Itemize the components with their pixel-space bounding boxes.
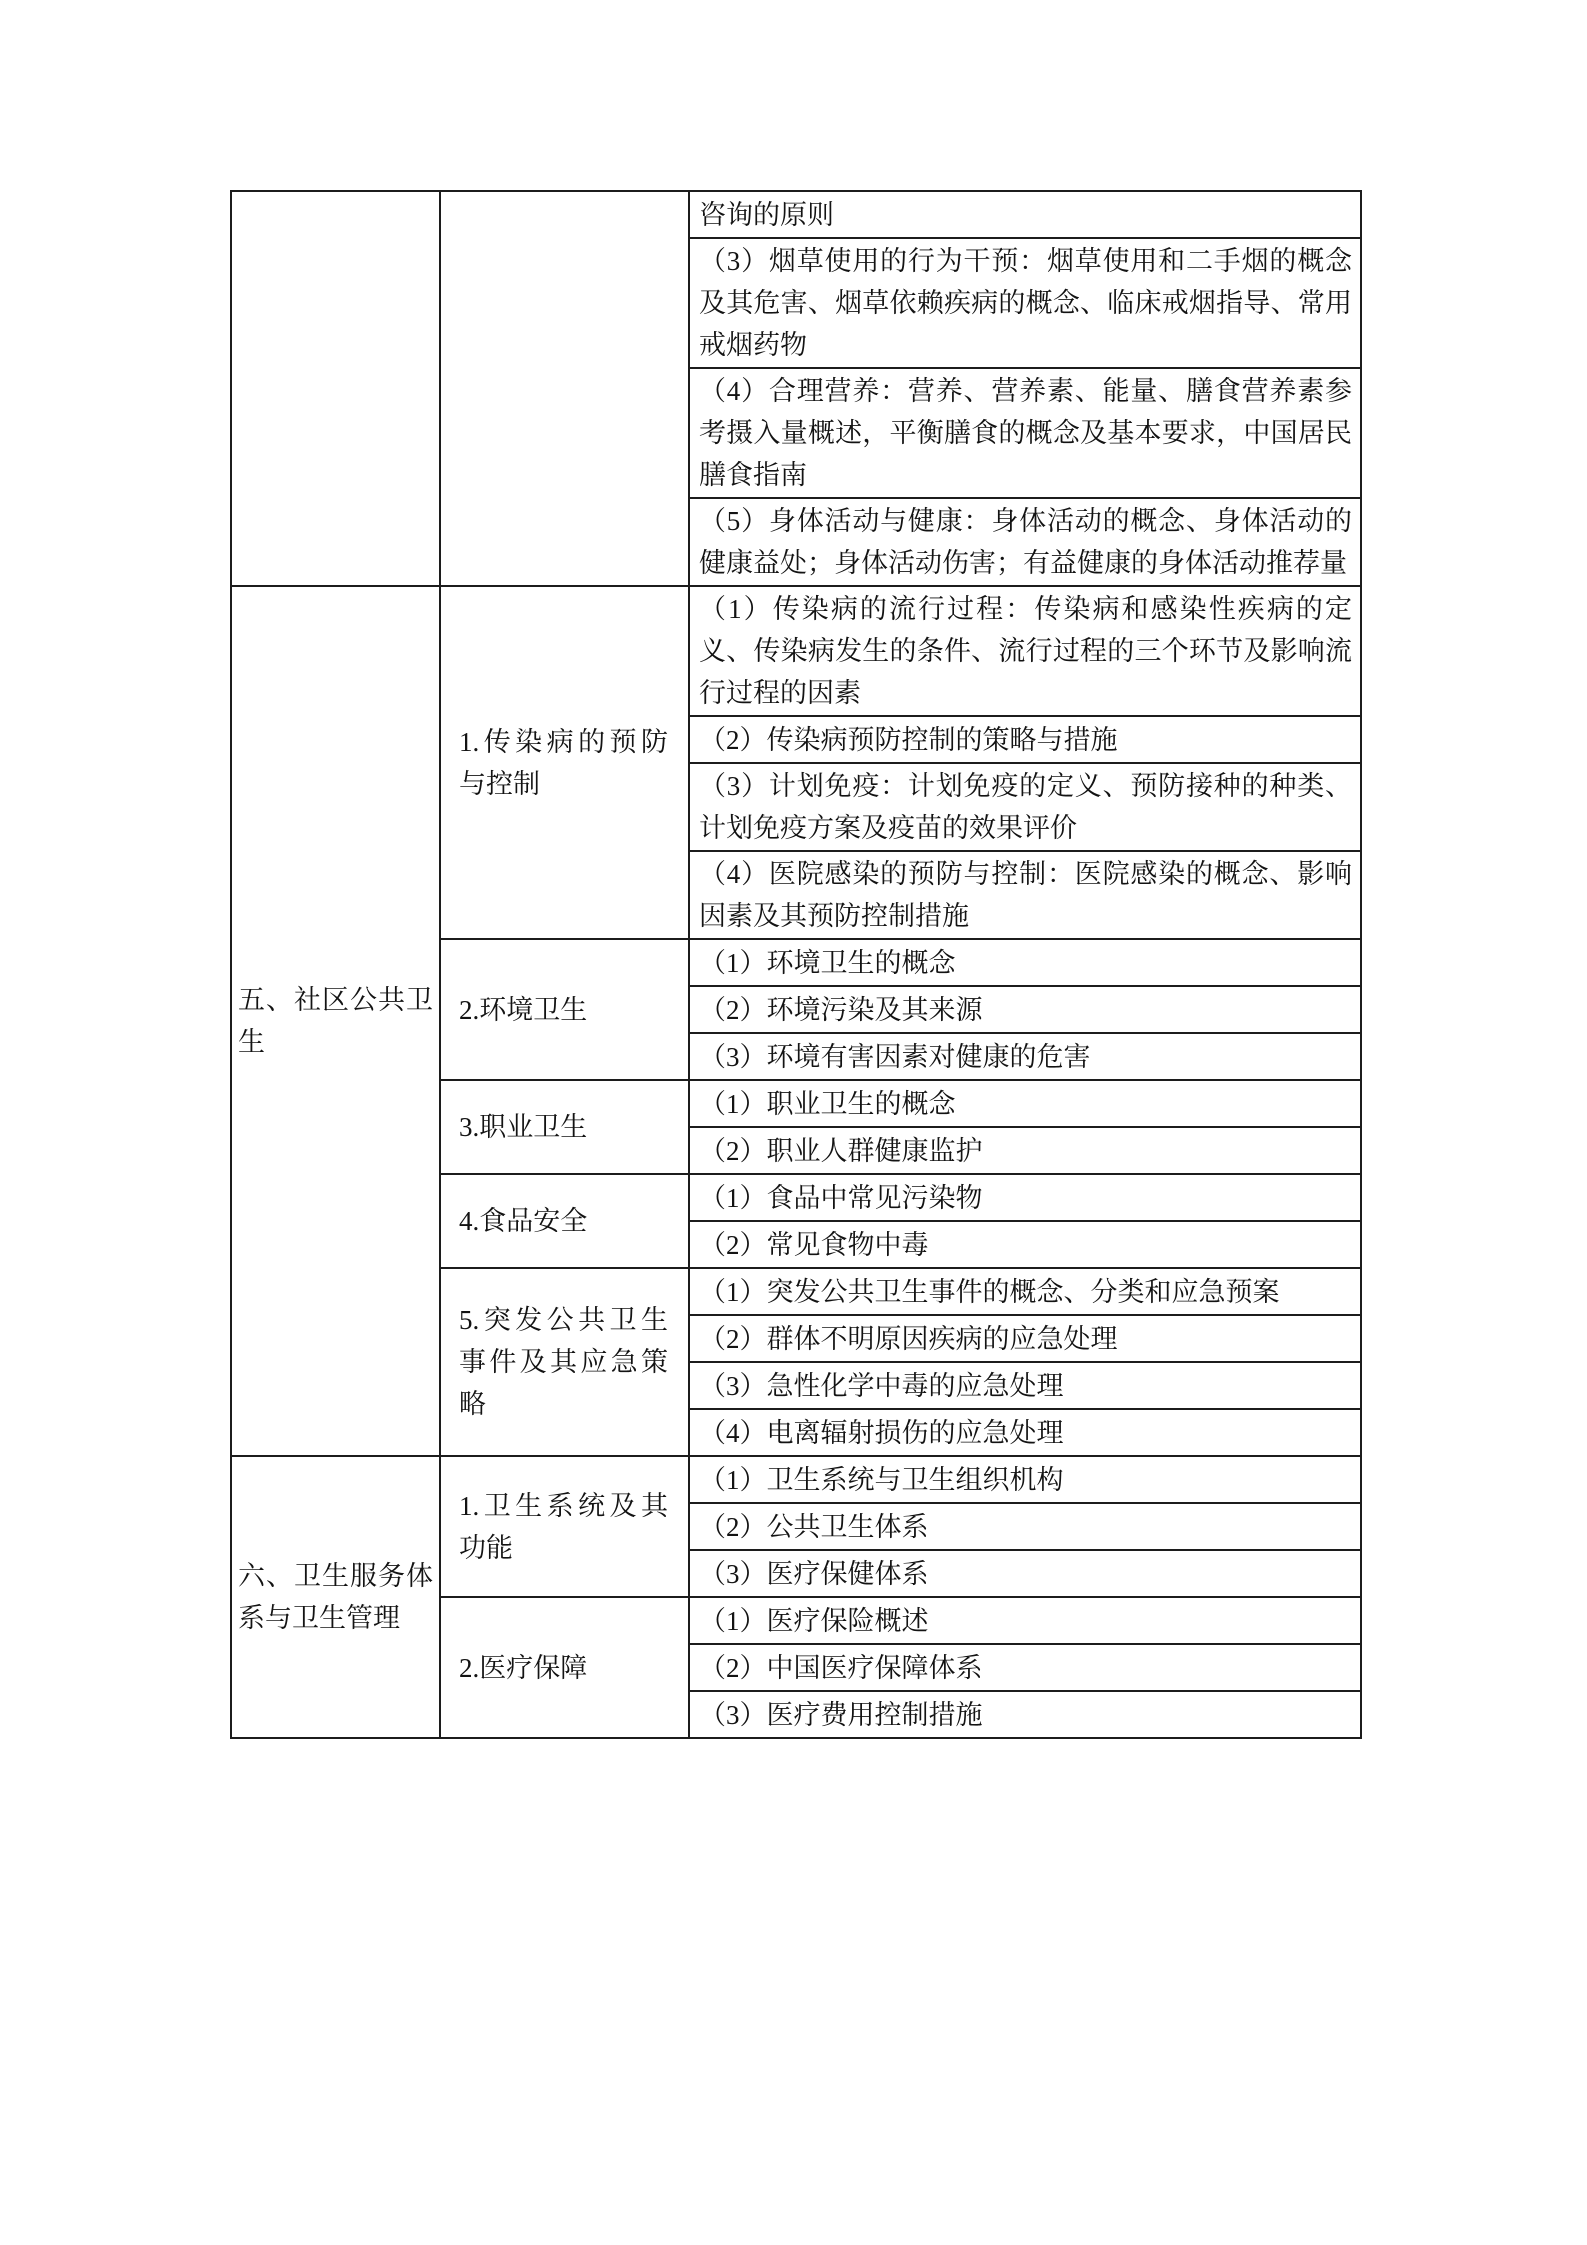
syllabus-table (230, 190, 1362, 1739)
detail-cell: （1）卫生系统与卫生组织机构 (689, 1456, 1361, 1503)
detail-cell: （1）环境卫生的概念 (689, 939, 1361, 986)
detail-cell: （5）身体活动与健康：身体活动的概念、身体活动的健康益处；身体活动伤害；有益健康的身体活动推荐量 (689, 498, 1361, 586)
group-cell-infectious-disease: 1.传染病的预防与控制 (440, 586, 689, 939)
group-cell-public-health-emergency: 5.突发公共卫生事件及其应急策略 (440, 1268, 689, 1456)
group-cell-food-safety: 4.食品安全 (440, 1174, 689, 1268)
detail-cell: （2）公共卫生体系 (689, 1503, 1361, 1550)
detail-cell: （2）环境污染及其来源 (689, 986, 1361, 1033)
detail-cell: （1）医疗保险概述 (689, 1597, 1361, 1644)
detail-cell: （4）医院感染的预防与控制：医院感染的概念、影响因素及其预防控制措施 (689, 851, 1361, 939)
page-sheet (230, 190, 1362, 1739)
empty-chapter-cell (231, 191, 440, 586)
table-row (231, 586, 1361, 716)
detail-cell: （1）突发公共卫生事件的概念、分类和应急预案 (689, 1268, 1361, 1315)
detail-cell: （1）传染病的流行过程：传染病和感染性疾病的定义、传染病发生的条件、流行过程的三个环节及影响流行过程的因素 (689, 586, 1361, 716)
detail-cell: （3）急性化学中毒的应急处理 (689, 1362, 1361, 1409)
chapter-cell-community-public-health: 五、社区公共卫生 (231, 586, 440, 1456)
table-row (231, 1456, 1361, 1503)
detail-cell: （1）食品中常见污染物 (689, 1174, 1361, 1221)
detail-cell: （4）电离辐射损伤的应急处理 (689, 1409, 1361, 1456)
detail-cell: （2）中国医疗保障体系 (689, 1644, 1361, 1691)
detail-cell: （3）烟草使用的行为干预：烟草使用和二手烟的概念及其危害、烟草依赖疾病的概念、临床戒烟指导、常用戒烟药物 (689, 238, 1361, 368)
chapter-cell-health-service-system: 六、卫生服务体系与卫生管理 (231, 1456, 440, 1738)
table-row (231, 191, 1361, 238)
detail-cell: 咨询的原则 (689, 191, 1361, 238)
detail-cell: （3）医疗保健体系 (689, 1550, 1361, 1597)
detail-cell: （2）职业人群健康监护 (689, 1127, 1361, 1174)
detail-cell: （3）医疗费用控制措施 (689, 1691, 1361, 1738)
empty-group-cell (440, 191, 689, 586)
detail-cell: （2）群体不明原因疾病的应急处理 (689, 1315, 1361, 1362)
group-cell-environmental-health: 2.环境卫生 (440, 939, 689, 1080)
detail-cell: （1）职业卫生的概念 (689, 1080, 1361, 1127)
detail-cell: （3）环境有害因素对健康的危害 (689, 1033, 1361, 1080)
detail-cell: （2）传染病预防控制的策略与措施 (689, 716, 1361, 763)
detail-cell: （3）计划免疫：计划免疫的定义、预防接种的种类、计划免疫方案及疫苗的效果评价 (689, 763, 1361, 851)
group-cell-occupational-health: 3.职业卫生 (440, 1080, 689, 1174)
group-cell-health-system-functions: 1.卫生系统及其功能 (440, 1456, 689, 1597)
detail-cell: （4）合理营养：营养、营养素、能量、膳食营养素参考摄入量概述，平衡膳食的概念及基本要求，中国居民膳食指南 (689, 368, 1361, 498)
group-cell-medical-security: 2.医疗保障 (440, 1597, 689, 1738)
detail-cell: （2）常见食物中毒 (689, 1221, 1361, 1268)
